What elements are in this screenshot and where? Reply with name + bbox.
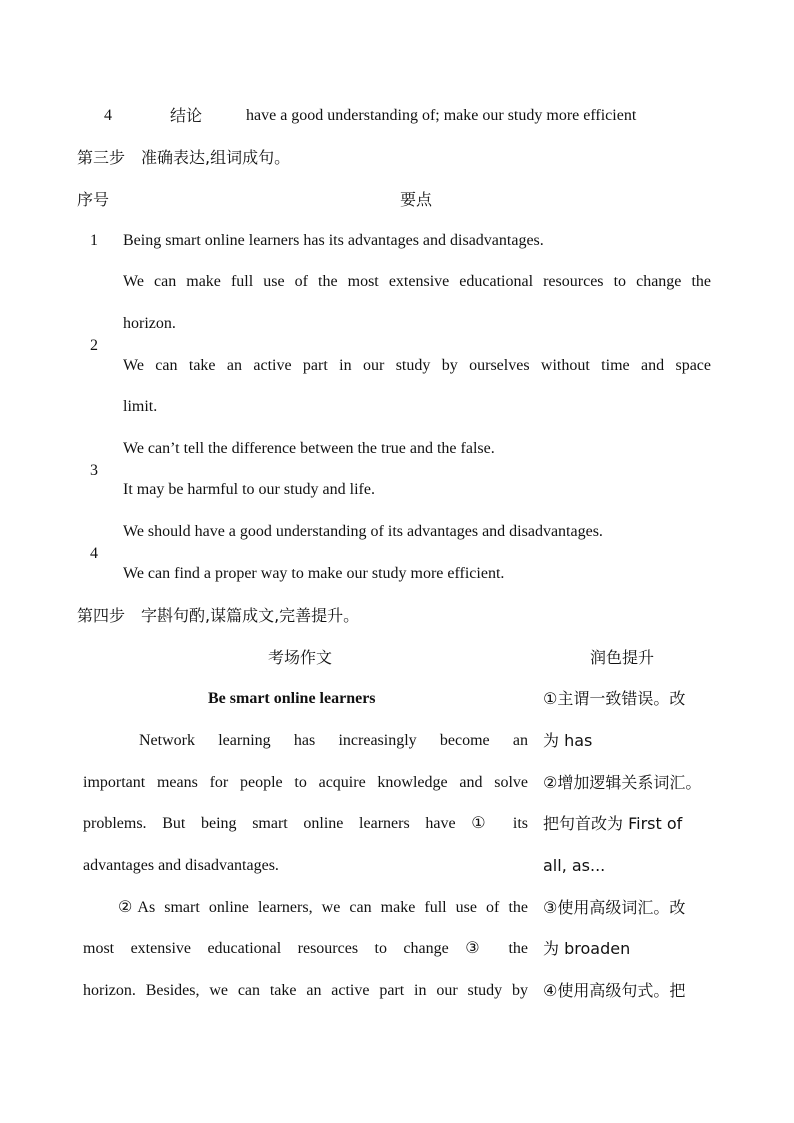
step3-row-4-number: 4 [90, 545, 98, 562]
essay-title: Be smart online learners [208, 690, 376, 707]
essay-line-5: ②As smart online learners, we can make full use of the [118, 899, 528, 916]
step3-title: 第三步 准确表达,组词成句。 [77, 148, 291, 167]
essay-line-6: most extensive educational resources to change ③ the [83, 940, 528, 957]
essay-line-1: Network learning has increasingly become an [139, 732, 528, 749]
step3-row-3-number: 3 [90, 462, 98, 479]
step3-row-2-line-4: limit. [123, 398, 158, 415]
essay-line-3: problems. But being smart online learners have ① its [83, 815, 528, 832]
step3-row-1-number: 1 [90, 232, 98, 249]
outline-row-4-label: 结论 [170, 106, 203, 125]
step3-row-1-line-1: Being smart online learners has its advantages and disadvantages. [123, 232, 544, 249]
step3-header-points: 要点 [400, 190, 433, 209]
step3-row-2-line-2: horizon. [123, 315, 176, 332]
polish-note-line-8: ④使用高级句式。把 [543, 981, 686, 1000]
essay-line-2: important means for people to acquire knowledge and solve [83, 774, 528, 791]
step3-header-number: 序号 [77, 190, 110, 209]
polish-note-line-7: 为 broaden [543, 939, 631, 958]
polish-note-line-4: 把句首改为 First of [543, 814, 683, 833]
step4-title: 第四步 字斟句酌,谋篇成文,完善提升。 [77, 606, 360, 625]
polish-note-line-6: ③使用高级词汇。改 [543, 898, 686, 917]
step3-row-3-line-2: It may be harmful to our study and life. [123, 481, 375, 498]
outline-row-4-text: have a good understanding of; make our study more efficient [246, 107, 637, 124]
outline-row-4-number: 4 [104, 107, 112, 124]
step3-row-3-line-1: We can’t tell the difference between the true and the false. [123, 440, 495, 457]
essay-line-7: horizon. Besides, we can take an active part in our study by [83, 982, 528, 999]
step3-row-4-line-1: We should have a good understanding of its advantages and disadvantages. [123, 523, 603, 540]
step3-row-2-line-3: We can take an active part in our study by ourselves without time and space [123, 357, 711, 374]
essay-line-4: advantages and disadvantages. [83, 857, 279, 874]
step4-column-polish-header: 润色提升 [590, 648, 655, 667]
step3-row-4-line-2: We can find a proper way to make our study more efficient. [123, 565, 505, 582]
polish-note-line-2: 为 has [543, 731, 593, 750]
step4-column-essay-header: 考场作文 [268, 648, 333, 667]
polish-note-line-3: ②增加逻辑关系词汇。 [543, 773, 702, 792]
polish-note-line-1: ①主谓一致错误。改 [543, 689, 686, 708]
step3-row-2-number: 2 [90, 337, 98, 354]
polish-note-line-5: all, as... [543, 856, 606, 875]
step3-row-2-line-1: We can make full use of the most extensive educational resources to change the [123, 273, 711, 290]
